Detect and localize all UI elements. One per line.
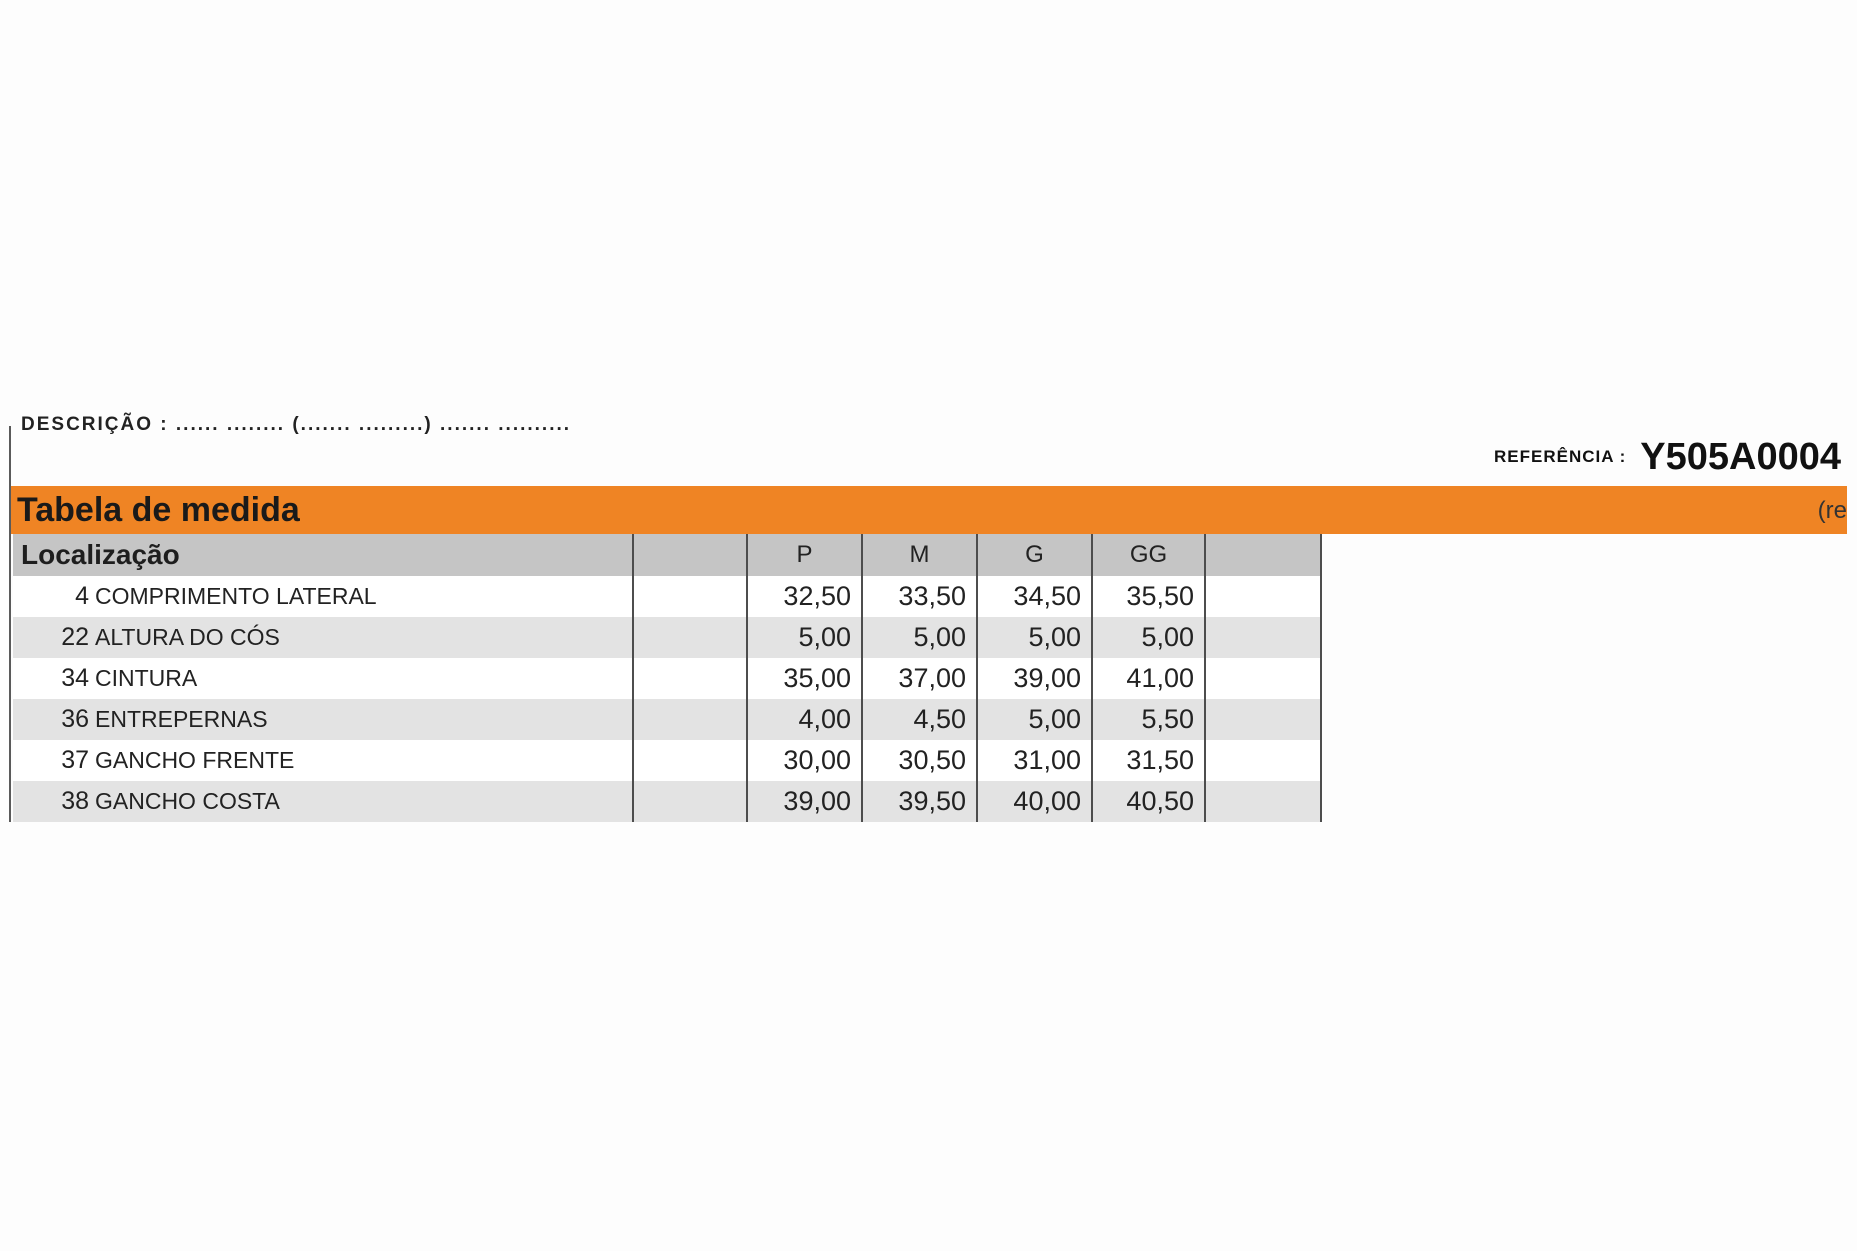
location-code: 38	[61, 787, 89, 815]
table-row	[13, 617, 1321, 658]
empty-cell	[1205, 781, 1321, 822]
value-cell-p: 39,00	[747, 781, 862, 822]
blank-column-header	[633, 534, 747, 576]
location-cell	[13, 658, 633, 699]
table-row	[13, 658, 1321, 699]
table-header-row	[13, 534, 1321, 576]
empty-cell	[1205, 617, 1321, 658]
value-cell-gg: 41,00	[1092, 658, 1205, 699]
location-name: GANCHO FRENTE	[95, 747, 295, 773]
location-column-header: Localização	[13, 534, 633, 576]
value-cell-p: 4,00	[747, 699, 862, 740]
blank-cell	[633, 740, 747, 781]
location-name: GANCHO COSTA	[95, 788, 280, 814]
value-cell-g: 34,50	[977, 576, 1092, 617]
value-cell-gg: 5,50	[1092, 699, 1205, 740]
section-right-text: (re	[1817, 497, 1847, 524]
location-code: 4	[75, 582, 89, 610]
value-cell-gg: 31,50	[1092, 740, 1205, 781]
table-row	[13, 781, 1321, 822]
value-cell-g: 31,00	[977, 740, 1092, 781]
table-row	[13, 699, 1321, 740]
measurement-sheet	[9, 414, 1849, 822]
blank-cell	[633, 576, 747, 617]
value-cell-m: 5,00	[862, 617, 977, 658]
location-name: CINTURA	[95, 665, 198, 691]
reference-row	[1494, 432, 1841, 482]
value-cell-g: 5,00	[977, 617, 1092, 658]
size-header-p: P	[747, 534, 862, 576]
location-code: 37	[61, 746, 89, 774]
reference-label: REFERÊNCIA :	[1494, 447, 1627, 466]
value-cell-m: 30,50	[862, 740, 977, 781]
section-title-bar	[11, 486, 1847, 534]
cropped-text-line: DESCRIÇÃO : ...... ........ (....... .........) ....... ..........	[21, 414, 572, 435]
empty-cell	[1205, 658, 1321, 699]
location-name: ENTREPERNAS	[95, 706, 268, 732]
location-name: ALTURA DO CÓS	[95, 624, 280, 650]
value-cell-m: 33,50	[862, 576, 977, 617]
empty-column-header	[1205, 534, 1321, 576]
value-cell-p: 32,50	[747, 576, 862, 617]
blank-cell	[633, 617, 747, 658]
value-cell-m: 4,50	[862, 699, 977, 740]
location-cell	[13, 699, 633, 740]
location-cell	[13, 576, 633, 617]
empty-cell	[1205, 740, 1321, 781]
value-cell-gg: 35,50	[1092, 576, 1205, 617]
location-cell	[13, 781, 633, 822]
table-row	[13, 740, 1321, 781]
empty-cell	[1205, 699, 1321, 740]
value-cell-p: 30,00	[747, 740, 862, 781]
size-header-gg: GG	[1092, 534, 1205, 576]
measurement-table	[13, 534, 1322, 822]
location-code: 34	[61, 664, 89, 692]
value-cell-g: 40,00	[977, 781, 1092, 822]
location-cell	[13, 617, 633, 658]
value-cell-gg: 5,00	[1092, 617, 1205, 658]
blank-cell	[633, 658, 747, 699]
value-cell-p: 5,00	[747, 617, 862, 658]
reference-value: Y505A0004	[1640, 435, 1841, 478]
blank-cell	[633, 699, 747, 740]
section-title: Tabela de medida	[17, 491, 300, 529]
location-code: 22	[61, 623, 89, 651]
value-cell-gg: 40,50	[1092, 781, 1205, 822]
value-cell-m: 39,50	[862, 781, 977, 822]
location-code: 36	[61, 705, 89, 733]
value-cell-g: 5,00	[977, 699, 1092, 740]
blank-cell	[633, 781, 747, 822]
size-header-g: G	[977, 534, 1092, 576]
location-name: COMPRIMENTO LATERAL	[95, 583, 377, 609]
value-cell-m: 37,00	[862, 658, 977, 699]
value-cell-p: 35,00	[747, 658, 862, 699]
value-cell-g: 39,00	[977, 658, 1092, 699]
location-cell	[13, 740, 633, 781]
table-row	[13, 576, 1321, 617]
empty-cell	[1205, 576, 1321, 617]
size-header-m: M	[862, 534, 977, 576]
